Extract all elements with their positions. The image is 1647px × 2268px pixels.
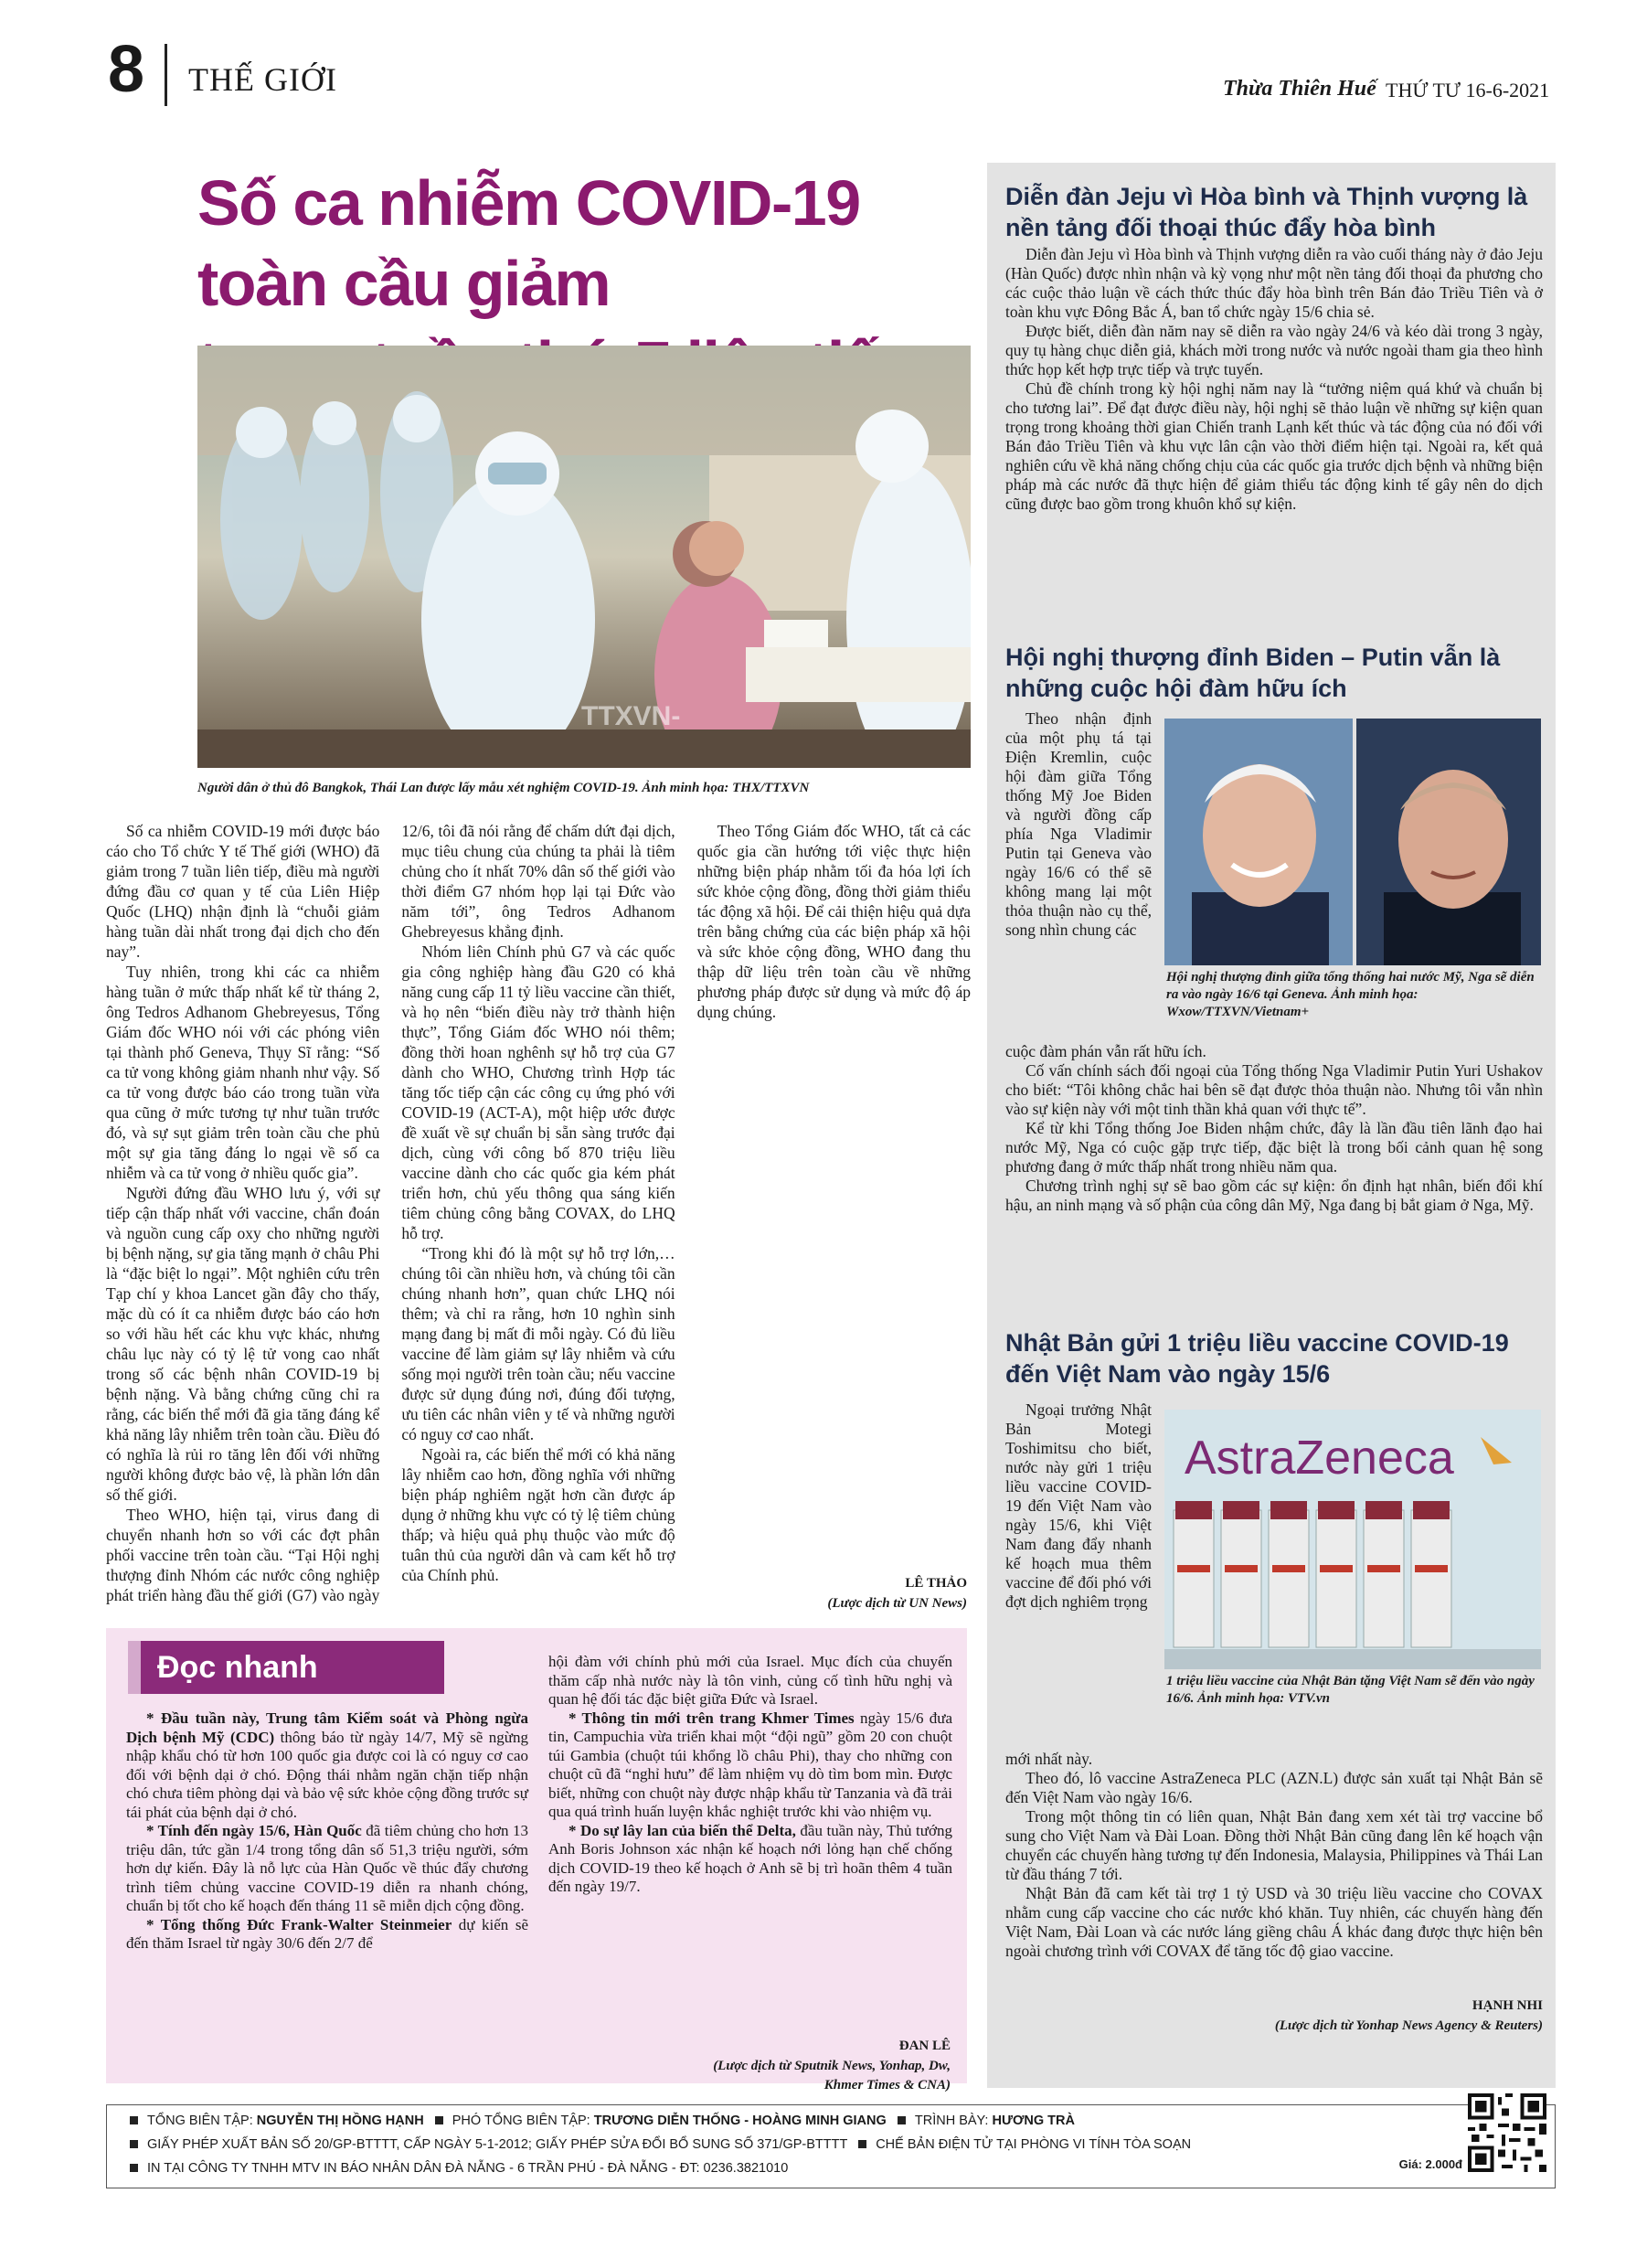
biden-putin-paragraph: Kể từ khi Tổng thống Joe Biden nhậm chức, đây là lần đầu tiên lãnh đạo hai nước Mỹ, Nga có cuộc gặp trực tiếp, đặc biệt là trong bối cảnh quan hệ song phương đang ở mức thấp nhất trong nhiều năm qua. [1005,1119,1543,1176]
issue-date: THỨ TƯ 16-6-2021 [1386,79,1550,101]
main-source: (Lược dịch từ UN News) [827,1596,967,1611]
japan-vaccine-byline: HẠNH NHI [1472,1998,1543,2013]
bullet-square-icon [130,2116,138,2124]
photo-watermark: TTXVN- [581,701,681,731]
newspaper-name: Thừa Thiên Huế [1223,77,1376,101]
vaccine-vials-image [1164,1410,1541,1669]
japan-vaccine-paragraph: mới nhất này. [1005,1750,1093,1768]
header-divider [165,44,167,106]
main-photo [197,346,971,768]
quick-read-item: * Tổng thống Đức Frank-Walter Steinmeier dự kiến sẽ đến thăm Israel từ ngày 30/6 đến 2/7 để [126,1915,528,1952]
main-article-body [106,821,971,1612]
quick-read-byline: ĐAN LÊ [898,2039,951,2053]
biden-putin-body [1005,1042,1543,1215]
footer-line-editors: TỔNG BIÊN TẬP: NGUYỄN THỊ HỒNG HẠNH PHÓ TỔNG BIÊN TẬP: TRƯƠNG DIỄN THỐNG - HOÀNG MINH GIANG TRÌNH BÀY: HƯƠNG TRÀ [130,2114,1075,2128]
price-label: Giá: 2.000đ [1398,2157,1462,2171]
japan-vaccine-source: (Lược dịch từ Yonhap News Agency & Reuters) [1274,2018,1543,2033]
quick-read-item: * Do sự lây lan của biến thể Delta, đầu tuần này, Thủ tướng Anh Boris Johnson xác nhận kế hoạch nới lỏng hạn chế chống dịch COVID-19 theo kế hoạch ở Anh sẽ bị trì hoãn thêm 4 tuần đến ngày 19/7. [548,1821,952,1895]
japan-vaccine-intro: Ngoại trưởng Nhật Bản Motegi Toshimitsu cho biết, nước này gửi 1 triệu liều vaccine COVID-19 đến Việt Nam vào ngày 15/6, khi Việt Nam đang đẩy nhanh kế hoạch mua thêm vaccine để đối phó với đợt dịch nghiêm trọng [1005,1400,1152,1611]
footer-line-license: GIẤY PHÉP XUẤT BẢN SỐ 20/GP-BTTTT, CẤP NGÀY 5-1-2012; GIẤY PHÉP SỬA ĐỔI BỔ SUNG SỐ 371/GP-BTTTT CHẾ BẢN ĐIỆN TỬ TẠI PHÒNG VI TÍNH TÒA SOẠN [130,2137,1191,2152]
bullet-square-icon [130,2164,138,2172]
japan-vaccine-body [1005,1750,1543,1961]
main-paragraph: Ngoài ra, các biến thể mới có khả năng lây nhiễm cao hơn, đồng nghĩa với những biện pháp nghiêm ngặt hơn cần được áp dụng ở những khu vực có tỷ lệ tiêm chủng thấp; và hiệu quả phụ thuộc vào mức độ tuân thủ của người dân và cam kết hỗ trợ của Chính phủ. [401,1445,675,1584]
japan-vaccine-paragraph: Theo đó, lô vaccine AstraZeneca PLC (AZN.L) được sản xuất tại Nhật Bản sẽ đến Việt Nam vào ngày 16/6. [1005,1769,1543,1806]
bullet-square-icon [435,2116,443,2124]
japan-vaccine-headline: Nhật Bản gửi 1 triệu liều vaccine COVID-19 đến Việt Nam vào ngày 15/6 [1005,1329,1509,1388]
page-number: 8 [108,33,145,106]
japan-vaccine-paragraph: Trong một thông tin có liên quan, Nhật Bản đang xem xét tài trợ vaccine bổ sung cho Việt Nam và Đài Loan. Đồng thời Nhật Bản cũng đang lên kế hoạch vận chuyển các chuyến hàng tương tự đến Indonesia, Malaysia, Philippines và Thái Lan từ đầu tháng 7 tới. [1005,1807,1543,1883]
qr-code-icon [1468,2093,1546,2172]
quick-read-column-1 [126,1709,528,1954]
main-paragraph: “Trong khi đó là một sự hỗ trợ lớn,… chúng tôi cần nhiều hơn, và chúng tôi cần chúng nhanh hơn”, quan chức LHQ nói thêm; và chỉ ra rằng, hơn 10 nghìn sinh mạng đang bị mất đi mỗi ngày. Có đủ liều vaccine để làm giảm sự lây nhiễm và cứu sống mọi người trên toàn cầu; nếu vaccine được sử dụng đúng nơi, đúng đối tượng, ưu tiên các nhân viên y tế và những người có nguy cơ cao nhất. [401,1244,675,1443]
biden-putin-paragraph: Cố vấn chính sách đối ngoại của Tổng thống Nga Vladimir Putin Yuri Ushakov cho biết: “Tôi không chắc hai bên sẽ đạt được thỏa thuận nào. Nhưng tôi vẫn nhìn vào sự kiện này với một tinh thần khả quan với thực tế”. [1005,1061,1543,1118]
biden-putin-paragraph: cuộc đàm phán vẫn rất hữu ích. [1005,1042,1206,1060]
biden-putin-intro: Theo nhận định của một phụ tá tại Điện Kremlin, cuộc hội đàm giữa Tổng thống Mỹ Joe Biden và người đồng cấp phía Nga Vladimir Putin tại Geneva vào ngày 16/6 có thể sẽ không mang lại một thỏa thuận nào cụ thể, song nhìn chung các [1005,709,1152,939]
footer-line-printer: IN TẠI CÔNG TY TNHH MTV IN BÁO NHÂN DÂN ĐÀ NẴNG - 6 TRẦN PHÚ - ĐÀ NẴNG - ĐT: 0236.3821010 [130,2161,788,2176]
leaders-portrait [1164,719,1541,965]
biden-putin-photo [1164,719,1541,965]
main-paragraph: Nhóm liên Chính phủ G7 và các quốc gia công nghiệp hàng đầu G20 có khả năng cung cấp 11 tỷ liều vaccine cần thiết, và họ nên “biến điều này trở thành hiện thực”, Tổng Giám đốc WHO nói thêm; đồng thời hoan nghênh sự hỗ trợ của G7 dành cho WHO, Chương trình Hợp tác tăng tốc tiếp cận các công cụ ứng phó với COVID-19 (ACT-A), một hiệp ước được đề xuất về sự chuẩn bị sẵn sàng trước đại dịch, cùng với công bố 870 triệu liều vaccine dành cho các quốc gia kém phát triển hơn, chủ yếu thông qua sáng kiến tiêm chủng công bằng COVAX, do LHQ hỗ trợ. [401,942,675,1242]
bullet-square-icon [858,2140,866,2148]
jeju-paragraph: Chủ đề chính trong kỳ hội nghị năm nay là “tưởng niệm quá khứ và chuẩn bị cho tương lai”. Để đạt được điều này, hội nghị sẽ thảo luận về những sự kiện quan trọng trong khoảng thời gian Chiến tranh Lạnh kết thúc và tác động của nó đối với Bán đảo Triều Tiên và khu vực lân cận vào thời điểm hiện tại. Ngoài ra, kết quả nghiên cứu về khả năng chống chịu của các quốc gia trước dịch bệnh và những biện pháp mà các nước đã thực hiện để giảm thiểu tác động kinh tế gây nên do dịch cũng được bao gồm trong khuôn khổ sự kiện. [1005,379,1543,513]
jeju-paragraph: Diễn đàn Jeju vì Hòa bình và Thịnh vượng diễn ra vào cuối tháng này ở đảo Jeju (Hàn Quốc) được nhìn nhận và kỳ vọng như một nền tảng đối thoại đa phương cho các cuộc thảo luận về cách thức thúc đẩy hòa bình trên Bán đảo Triều Tiên và ở toàn khu vực Đông Bắc Á, ban tổ chức ngày 15/6 chia sẻ. [1005,245,1543,321]
astrazeneca-photo [1164,1410,1541,1669]
main-paragraph: Theo Tổng Giám đốc WHO, tất cả các quốc gia cần hướng tới việc thực hiện những biện pháp nhằm tối đa hóa lợi ích sức khỏe cộng đồng, đồng thời giảm thiểu tác động xã hội. Để cải thiện hiệu quả dựa trên bằng chứng của các biện pháp xã hội và sức khỏe cộng đồng, WHO đang thu thập dữ liệu trên toàn cầu về những phương pháp được sử dụng và mức độ áp dụng chúng. [696,822,971,1021]
biden-putin-paragraph: Chương trình nghị sự sẽ bao gồm các sự kiện: ổn định hạt nhân, biến đổi khí hậu, an ninh mạng và số phận của công dân Mỹ, Nga đang bị bắt giam ở Nga, Mỹ. [1005,1177,1543,1214]
quick-read-column-2 [548,1653,952,1897]
main-paragraph: Tuy nhiên, trong khi các ca nhiễm hàng tuần ở mức thấp nhất kể từ tháng 2, ông Tedros Adhanom Ghebreyesus, Tổng Giám đốc WHO nói với các phóng viên tại thành phố Geneva, Thụy Sĩ rằng: “Số ca tử vong không giảm nhanh như vậy. Số ca tử vong được báo cáo trong tuần vừa qua cũng ở mức tương tự như tuần trước đó, và sự sụt giảm trên toàn cầu che phủ một sự gia tăng đáng lo ngại về số ca nhiễm và ca tử vong ở nhiều quốc gia”. [106,963,380,1182]
biden-putin-caption: Hội nghị thượng đỉnh giữa tổng thống hai nước Mỹ, Nga sẽ diễn ra vào ngày 16/6 tại Geneva. Ảnh minh họa: Wxow/TTXVN/Vietnam+ [1166,970,1535,1019]
biden-putin-headline: Hội nghị thượng đỉnh Biden – Putin vẫn là những cuộc hội đàm hữu ích [1005,644,1501,702]
bullet-square-icon [898,2116,906,2124]
quick-read-title: Đọc nhanh [157,1650,318,1685]
quick-read-title-accent [128,1641,141,1694]
quick-read-item: * Thông tin mới trên trang Khmer Times ngày 15/6 đưa tin, Campuchia vừa triển khai một “đội ngũ” gồm 20 con chuột túi Gambia (chuột túi khổng lồ châu Phi), thay cho những con chuột cũ đã “nghỉ hưu” để làm nhiệm vụ dò tìm bom mìn. Được biết, những con chuột này được nhập khẩu từ Tanzania và đã trải qua quá trình huấn luyện khắc nghiệt trước khi vào nhiệm vụ. [548,1709,953,1820]
jeju-forum-body [1005,245,1543,514]
quick-read-source: (Lược dịch từ Sputnik News, Yonhap, Dw, Khmer Times & CNA) [713,2059,951,2092]
quick-read-item: * Tính đến ngày 15/6, Hàn Quốc đã tiêm chủng cho hơn 13 triệu dân, tức gần 1/4 trong tổng dân số 51,3 triệu người, sớm hơn dự kiến. Đây là nỗ lực của Hàn Quốc về thúc đẩy chương trình tiêm chủng vaccine COVID-19 diễn ra nhanh chóng, chuẩn bị tốt cho kế hoạch đến tháng 11 sẽ miễn dịch cộng đồng. [126,1822,529,1914]
main-paragraph: Theo WHO, hiện tại, virus đang di chuyển nhanh hơn so với các đợt phân phối vaccine trên toàn cầu. “Tại Hội nghị thượng đỉnh Nhóm các nước công nghiệp phát triển hàng đầu thế giới (G7) vào ngày 12/6, tôi đã nói rằng để chấm dứt đại dịch, mục tiêu chung của chúng ta phải là tiêm chủng cho ít nhất 70% dân số thế giới vào thời điểm G7 nhóm họp lại tại Đức vào năm tới”, ông Tedros Adhanom Ghebreyesus khẳng định. [106,822,675,1604]
main-paragraph: Người đứng đầu WHO lưu ý, với sự tiếp cận thấp nhất với vaccine, chẩn đoán và nguồn cung cấp oxy cho những người bị bệnh nặng, sự gia tăng mạnh ở châu Phi là “đặc biệt lo ngại”. Một nghiên cứu trên Tạp chí y khoa Lancet gần đây cho thấy, mặc dù có ít ca nhiễm được báo cáo hơn so với hầu hết các khu vực khác, nhưng châu lục này có tỷ lệ tử vong cao nhất trong số các bệnh nhân COVID-19 bị bệnh nặng. Và bằng chứng cũng chỉ ra rằng, các biến thể mới đã gia tăng đáng kể khả năng lây nhiễm trên toàn cầu. Điều đó có nghĩa là rủi ro tăng lên đối với những người không được bảo vệ, là phần lớn dân số thế giới. [106,1184,380,1504]
quick-read-item: hội đàm với chính phủ mới của Israel. Mục đích của chuyến thăm cấp nhà nước này là tôn vinh, củng cố tình hữu nghị và quan hệ đối tác đặc biệt giữa Đức và Israel. [548,1653,952,1708]
astrazeneca-logo-text: AstraZeneca [1185,1432,1454,1485]
covid-testing-photo [197,346,971,768]
bullet-square-icon [130,2140,138,2148]
main-paragraph: Số ca nhiễm COVID-19 mới được báo cáo cho Tổ chức Y tế Thế giới (WHO) đã giảm trong 7 tuần liên tiếp, điều mà người đứng đầu cơ quan y tế của Liên Hiệp Quốc (LHQ) nhận định là “chuỗi giảm hàng tuần dài nhất trong đại dịch cho đến nay”. [106,822,380,961]
main-photo-caption: Người dân ở thủ đô Bangkok, Thái Lan được lấy mẫu xét nghiệm COVID-19. Ảnh minh họa: THX/TTXVN [197,781,810,795]
jeju-paragraph: Được biết, diễn đàn năm nay sẽ diễn ra vào ngày 24/6 và kéo dài trong 3 ngày, quy tụ hàng chục diễn giả, khách mời trong nước và nước ngoài tham gia theo hình thức họp kết hợp trực tiếp và trực tuyến. [1005,322,1543,378]
section-name: THẾ GIỚI [188,61,337,98]
japan-vaccine-paragraph: Nhật Bản đã cam kết tài trợ 1 tỷ USD và 30 triệu liều vaccine cho COVAX nhằm cung cấp vaccine cho các nước khó khăn. Tuy nhiên, các chuyến hàng đến Việt Nam, Đài Loan và các nước láng giềng châu Á khác đang được thực hiện bên ngoài chương trình với COVAX để tăng tốc độ giao vaccine. [1005,1884,1543,1960]
astrazeneca-caption: 1 triệu liều vaccine của Nhật Bản tặng Việt Nam sẽ đến vào ngày 16/6. Ảnh minh họa: VTV.vn [1166,1674,1535,1706]
quick-read-item: * Đầu tuần này, Trung tâm Kiểm soát và Phòng ngừa Dịch bệnh Mỹ (CDC) thông báo từ ngày 14/7, Mỹ sẽ ngừng nhập khẩu chó từ hơn 100 quốc gia được coi là có nguy cơ cao đối với bệnh dại ở chó. Động thái nhằm ngăn chặn tiếp nhận chó chưa tiêm phòng dại và bảo vệ sức khỏe cộng đồng trước sự tái phát của bệnh dại ở chó. [126,1709,528,1821]
main-byline: LÊ THẢO [905,1576,967,1591]
main-headline-line1: Số ca nhiễm COVID-19 toàn cầu giảm [197,167,860,319]
jeju-forum-headline: Diễn đàn Jeju vì Hòa bình và Thịnh vượng là nền tảng đối thoại thúc đẩy hòa bình [1005,183,1528,241]
